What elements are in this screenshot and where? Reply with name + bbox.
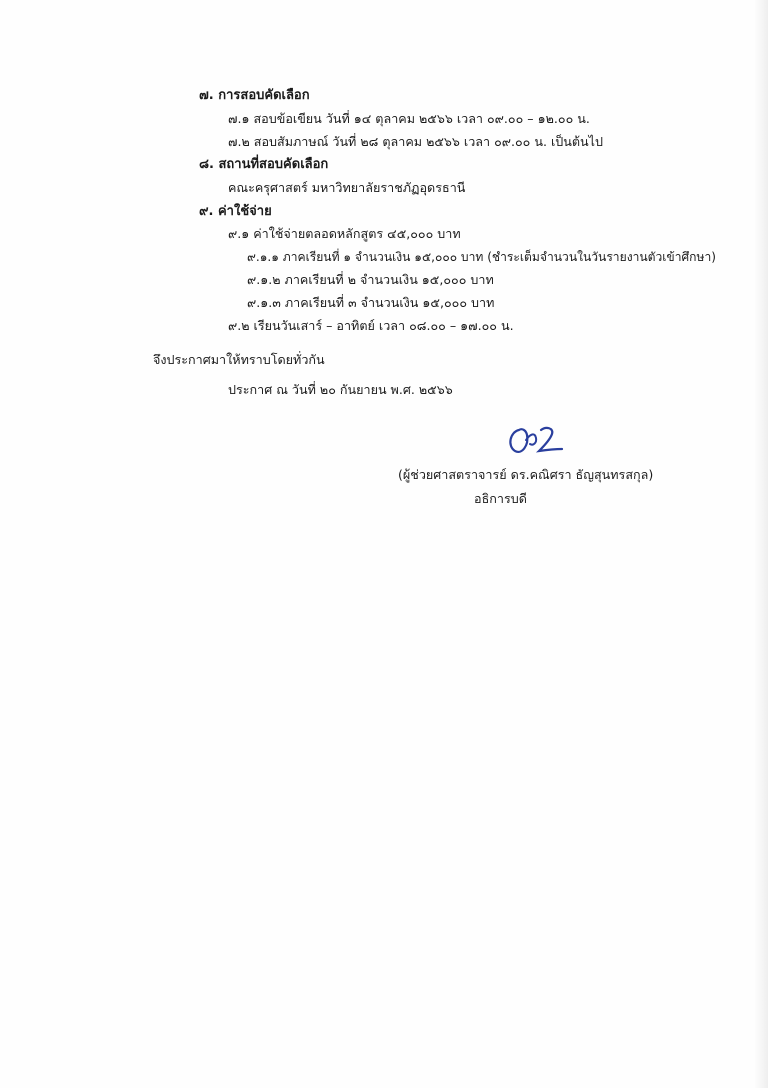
signatory-title: อธิการบดี: [474, 491, 527, 506]
section-7-heading: ๗. การสอบคัดเลือก: [199, 88, 310, 103]
scan-shadow: [754, 0, 768, 1088]
handwritten-signature: [502, 420, 574, 458]
section-9-item-1: ๙.๑ ค่าใช้จ่ายตลอดหลักสูตร ๔๕,๐๐๐ บาท: [228, 226, 461, 241]
section-8-item-1: คณะครุศาสตร์ มหาวิทยาลัยราชภัฏอุดรธานี: [228, 180, 466, 195]
section-9-item-1-1: ๙.๑.๑ ภาคเรียนที่ ๑ จำนวนเงิน ๑๕,๐๐๐ บาท (ชำระเต็มจำนวนในวันรายงานตัวเข้าศึกษา): [247, 250, 716, 264]
closing-announcement: จึงประกาศมาให้ทราบโดยทั่วกัน: [153, 352, 325, 367]
section-9-item-2: ๙.๒ เรียนวันเสาร์ – อาทิตย์ เวลา ๐๘.๐๐ – ๑๗.๐๐ น.: [228, 318, 514, 333]
section-8-heading: ๘. สถานที่สอบคัดเลือก: [199, 157, 329, 172]
section-7-item-2: ๗.๒ สอบสัมภาษณ์ วันที่ ๒๘ ตุลาคม ๒๕๖๖ เวลา ๐๙.๐๐ น. เป็นต้นไป: [228, 134, 603, 149]
section-9-heading: ๙. ค่าใช้จ่าย: [199, 204, 272, 219]
section-9-item-1-2: ๙.๑.๒ ภาคเรียนที่ ๒ จำนวนเงิน ๑๕,๐๐๐ บาท: [247, 272, 494, 287]
signatory-name: (ผู้ช่วยศาสตราจารย์ ดร.คณิศรา ธัญสุนทรสกุล): [398, 467, 654, 482]
announcement-date: ประกาศ ณ วันที่ ๒๐ กันยายน พ.ศ. ๒๕๖๖: [228, 382, 453, 397]
section-9-item-1-3: ๙.๑.๓ ภาคเรียนที่ ๓ จำนวนเงิน ๑๕,๐๐๐ บาท: [247, 295, 495, 310]
section-7-item-1: ๗.๑ สอบข้อเขียน วันที่ ๑๔ ตุลาคม ๒๕๖๖ เวลา ๐๙.๐๐ – ๑๒.๐๐ น.: [228, 111, 590, 126]
